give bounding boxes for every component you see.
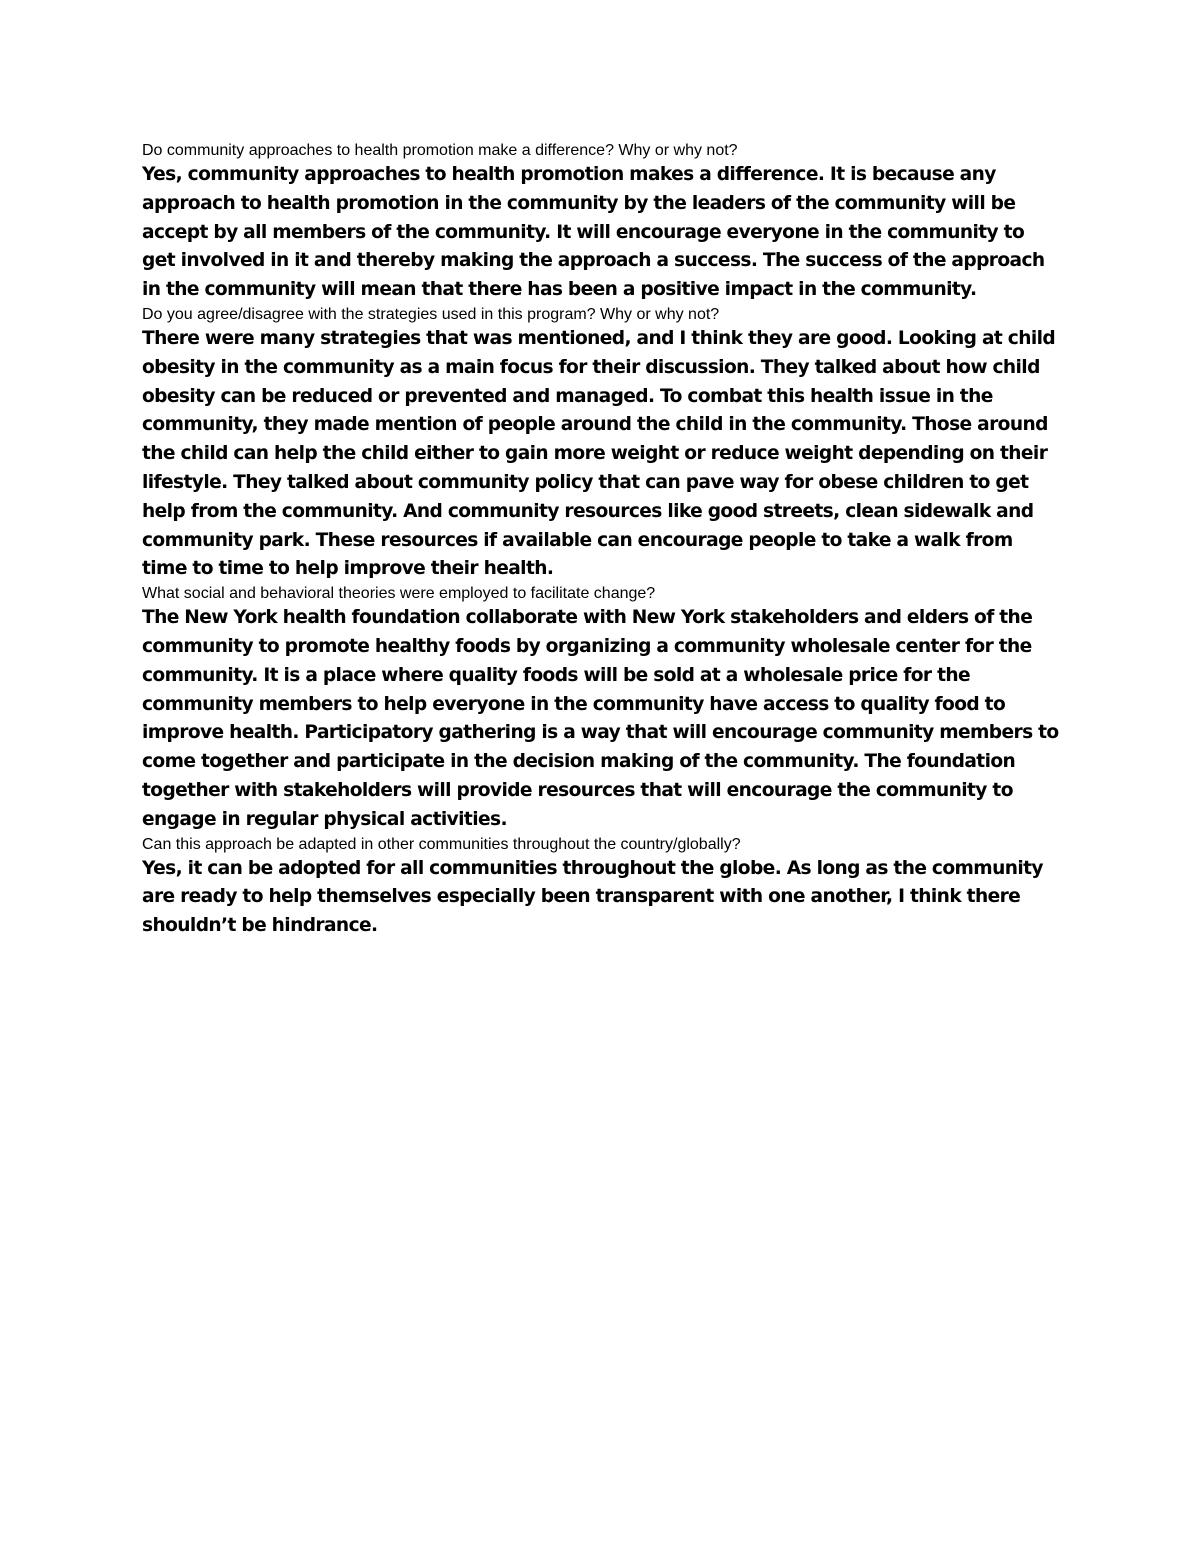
answer-text: The New York health foundation collaborate with New York stakeholders and elders of the community to promote healthy foods by organizing a community wholesale center for the community. It is a place where quality foods will be sold at a wholesale price for the community members to help everyone in the community have access to quality food to improve health. Participatory gathering is a way that will encourage community members to come together and participate in the decision making of the community. The foundation together with stakeholders will provide resources that will encourage the community to engage in regular physical activities.: [142, 607, 1059, 830]
answer-text: Yes, community approaches to health promotion makes a difference. It is because any approach to health promotion in the community by the leaders of the community will be accept by all members of the community. It will encourage everyone in the community to get involved in it and thereby making the approach a success. The success of the approach in the community will mean that there has been a positive impact in the community.: [142, 164, 1045, 301]
question-text: Do you agree/disagree with the strategies used in this program? Why or why not?: [142, 305, 720, 323]
question-text: What social and behavioral theories were employed to facilitate change?: [142, 585, 656, 603]
answer-text: Yes, it can be adopted for all communities throughout the globe. As long as the community are ready to help themselves especially been transparent with one another, I think there shouldn’t be hindrance.: [142, 857, 1043, 937]
qa-section-4: [142, 835, 1062, 941]
qa-section-3: [142, 584, 1062, 834]
qa-section-1: [142, 141, 1062, 305]
question-text: Do community approaches to health promotion make a difference? Why or why not?: [142, 142, 738, 159]
qa-section-2: [142, 305, 1062, 584]
document-body: [142, 141, 1062, 941]
question-text: Can this approach be adapted in other communities throughout the country/globally?: [142, 835, 741, 853]
answer-text: There were many strategies that was mentioned, and I think they are good. Looking at child obesity in the community as a main focus for their discussion. They talked about how child obesity can be reduced or prevented and managed. To combat this health issue in the community, they made mention of people around the child in the community. Those around the child can help the child either to gain more weight or reduce weight depending on their lifestyle. They talked about community policy that can pave way for obese children to get help from the community. And community resources like good streets, clean sidewalk and community park. These resources if available can encourage people to take a walk from time to time to help improve their health.: [142, 327, 1056, 580]
